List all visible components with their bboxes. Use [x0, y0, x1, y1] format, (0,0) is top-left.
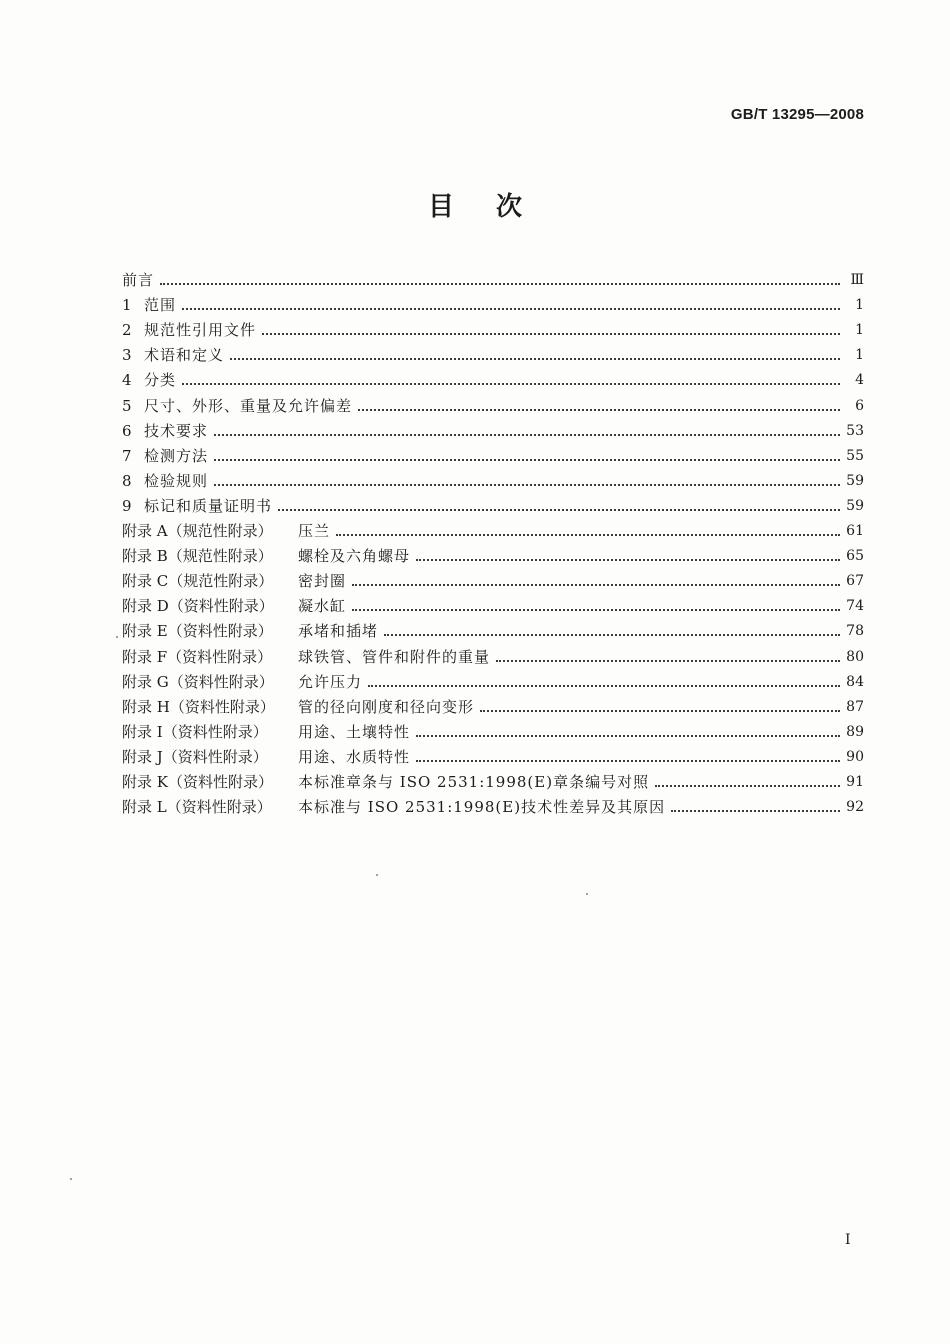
- annex-label: 附录 C（规范性附录）: [122, 572, 274, 591]
- leader-dots: [480, 709, 840, 712]
- toc-entry-5[interactable]: [122, 389, 864, 414]
- toc-annex-g[interactable]: [122, 666, 864, 691]
- leader-dots: [160, 282, 840, 285]
- toc-entry-title: 检测方法: [144, 446, 209, 465]
- toc-entry-title: 规范性引用文件: [144, 321, 257, 340]
- leader-dots: [416, 759, 840, 762]
- toc-entry-number: 7: [122, 446, 132, 465]
- toc-entry-page: 59: [846, 497, 864, 514]
- toc-entry-title: 分类: [144, 371, 177, 390]
- toc-entry-page: 92: [846, 799, 864, 816]
- toc-entry-1[interactable]: [122, 289, 864, 314]
- toc-entry-8[interactable]: [122, 465, 864, 490]
- scan-speck: [586, 893, 588, 895]
- leader-dots: [655, 784, 840, 787]
- leader-dots: [182, 382, 840, 385]
- toc-entry-title: 本标准章条与 ISO 2531:1998(E)章条编号对照: [298, 772, 650, 791]
- toc-entry-page: 61: [846, 523, 864, 540]
- toc-entry-title: 允许压力: [298, 672, 363, 691]
- leader-dots: [358, 408, 840, 411]
- annex-label: 附录 H（资料性附录）: [122, 697, 275, 716]
- leader-dots: [368, 684, 840, 687]
- leader-dots: [416, 734, 840, 737]
- leader-dots: [214, 433, 840, 436]
- annex-label: 附录 F（资料性附录）: [122, 647, 273, 666]
- toc-annex-f[interactable]: [122, 640, 864, 665]
- leader-dots: [278, 508, 840, 511]
- toc-entry-page: 80: [846, 648, 864, 665]
- toc-annex-l[interactable]: [122, 791, 864, 816]
- annex-label: 附录 E（资料性附录）: [122, 622, 273, 641]
- toc-entry-title: 压兰: [298, 522, 331, 541]
- toc-entry-title: 凝水缸: [298, 597, 347, 616]
- toc-entry-page: 53: [846, 422, 864, 439]
- toc-entry-6[interactable]: [122, 415, 864, 440]
- toc-entry-4[interactable]: [122, 364, 864, 389]
- toc-entry-title: 术语和定义: [144, 346, 225, 365]
- toc-entry-number: 1: [122, 296, 132, 315]
- toc-annex-d[interactable]: [122, 590, 864, 615]
- toc-entry-page: 84: [846, 673, 864, 690]
- toc-entry-title: 前言: [122, 271, 155, 290]
- toc-entry-page: 55: [846, 447, 864, 464]
- toc-entry-title: 管的径向刚度和径向变形: [298, 697, 475, 716]
- toc-entry-page: 1: [855, 322, 864, 339]
- leader-dots: [336, 533, 840, 536]
- toc-entry-number: 5: [122, 396, 132, 415]
- toc-entry-3[interactable]: [122, 339, 864, 364]
- leader-dots: [671, 809, 840, 812]
- toc-entry-title: 用途、水质特性: [298, 747, 411, 766]
- toc-entry-title: 承堵和插堵: [298, 622, 379, 641]
- toc-annex-c[interactable]: [122, 565, 864, 590]
- toc-entry-number: 8: [122, 471, 132, 490]
- standard-code: GB/T 13295—2008: [730, 106, 864, 123]
- toc-entry-2[interactable]: [122, 314, 864, 339]
- toc-annex-h[interactable]: [122, 691, 864, 716]
- leader-dots: [496, 659, 840, 662]
- toc-entry-page: 59: [846, 472, 864, 489]
- toc-entry-title: 球铁管、管件和附件的重量: [298, 647, 491, 666]
- toc-entry-page: 6: [855, 397, 864, 414]
- leader-dots: [416, 558, 840, 561]
- toc-entry-7[interactable]: [122, 440, 864, 465]
- toc-entry-title: 螺栓及六角螺母: [298, 547, 411, 566]
- toc-entry-page: 87: [846, 698, 864, 715]
- toc-annex-e[interactable]: [122, 615, 864, 640]
- toc-entry-foreword[interactable]: [122, 264, 864, 289]
- scan-speck: [376, 874, 378, 876]
- scan-speck: [116, 636, 118, 638]
- toc-annex-k[interactable]: [122, 766, 864, 791]
- toc-entry-page: 78: [846, 623, 864, 640]
- scan-speck: [70, 1178, 72, 1180]
- toc-entry-page: 65: [846, 548, 864, 565]
- leader-dots: [352, 583, 840, 586]
- toc-annex-b[interactable]: [122, 540, 864, 565]
- annex-label: 附录 A（规范性附录）: [122, 522, 273, 541]
- toc-entry-page: 4: [855, 372, 864, 389]
- toc-entry-title: 范围: [144, 296, 177, 315]
- annex-label: 附录 D（资料性附录）: [122, 597, 274, 616]
- toc-entry-title: 本标准与 ISO 2531:1998(E)技术性差异及其原因: [298, 798, 666, 817]
- toc-entry-page: 1: [855, 347, 864, 364]
- page-number: I: [845, 1232, 851, 1248]
- annex-label: 附录 I（资料性附录）: [122, 722, 268, 741]
- toc-entry-page: 90: [846, 748, 864, 765]
- toc-entry-number: 2: [122, 321, 132, 340]
- toc-entry-page: 67: [846, 573, 864, 590]
- toc-entry-9[interactable]: [122, 490, 864, 515]
- leader-dots: [214, 483, 840, 486]
- toc-annex-a[interactable]: [122, 515, 864, 540]
- toc-entry-title: 密封圈: [298, 572, 347, 591]
- leader-dots: [352, 608, 840, 611]
- toc-entry-number: 6: [122, 421, 132, 440]
- leader-dots: [384, 633, 840, 636]
- toc-entry-title: 检验规则: [144, 471, 209, 490]
- page-title: 目次: [427, 192, 564, 222]
- toc-annex-i[interactable]: [122, 716, 864, 741]
- annex-label: 附录 L（资料性附录）: [122, 798, 272, 817]
- toc-entry-page: 74: [846, 598, 864, 615]
- toc-entry-number: 9: [122, 496, 132, 515]
- table-of-contents: [122, 264, 864, 816]
- annex-label: 附录 J（资料性附录）: [122, 747, 268, 766]
- toc-entry-title: 标记和质量证明书: [144, 496, 273, 515]
- toc-entry-page: 1: [855, 297, 864, 314]
- toc-entry-title: 用途、土壤特性: [298, 722, 411, 741]
- toc-entry-number: 4: [122, 371, 132, 390]
- leader-dots: [262, 332, 840, 335]
- annex-label: 附录 K（资料性附录）: [122, 772, 273, 791]
- leader-dots: [214, 458, 840, 461]
- annex-label: 附录 B（规范性附录）: [122, 547, 273, 566]
- toc-entry-title: 技术要求: [144, 421, 209, 440]
- toc-annex-j[interactable]: [122, 741, 864, 766]
- toc-entry-page: 91: [846, 773, 864, 790]
- toc-entry-page: Ⅲ: [850, 272, 864, 289]
- leader-dots: [230, 357, 840, 360]
- toc-entry-title: 尺寸、外形、重量及允许偏差: [144, 396, 353, 415]
- leader-dots: [182, 307, 840, 310]
- toc-entry-page: 89: [846, 723, 864, 740]
- annex-label: 附录 G（资料性附录）: [122, 672, 274, 691]
- toc-entry-number: 3: [122, 346, 132, 365]
